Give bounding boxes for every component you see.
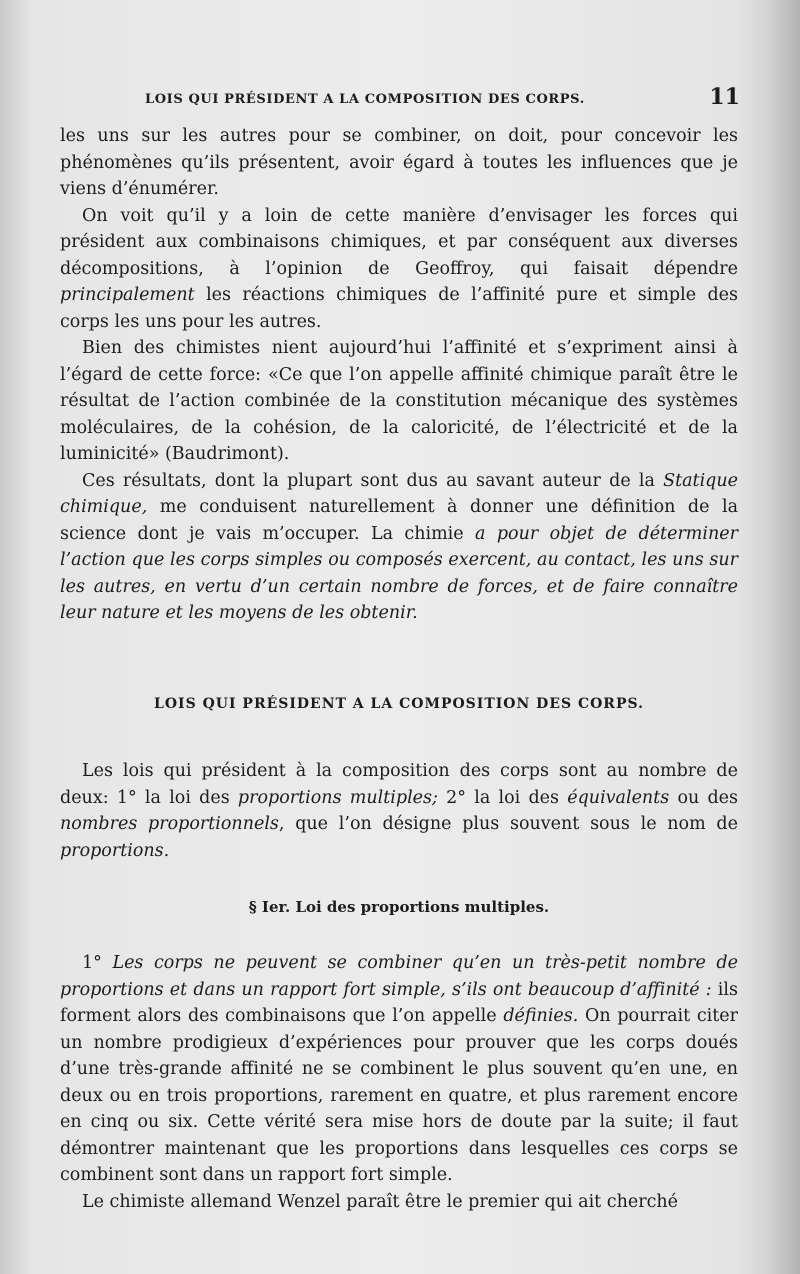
paragraph-continuation: les uns sur les autres pour se combiner, on doit, pour concevoir les phénomènes qu’ils présentent, avoir égard à toutes les influences que je viens d’énumérer. [60, 126, 738, 199]
paragraph-geoffroy: On voit qu’il y a loin de cette manière d’envisager les forces qui président aux combinaisons chimiques, et par conséquent aux diverses décompositions, à l’opinion de Geoffroy, qui faisait dépendre principalement les réactions chimiques de l’affinité pure et simple des corps les uns pour les autres. [60, 205, 738, 332]
paragraph-laws: Les lois qui président à la composition des corps sont au nombre de deux: 1° la loi des proportions multiples; 2° la loi des équivalents ou des nombres proportionnels, que l’on désigne plus souvent sous le nom de proportions. [60, 761, 739, 861]
subsection-title: § Ier. Loi des proportions multiples. [248, 898, 550, 916]
paragraph-definition: Ces résultats, dont la plupart sont dus au savant auteur de la Statique chimique, me conduisent naturellement à donner une définition de la science dont je vais m’occuper. La chimie a pour objet de déterminer l’action que les corps simples ou composés exercent, au contact, les uns sur les autres, en vertu d’un certain nombre de forces, et de faire connaître leur nature et les moyens de les obtenir. [60, 470, 738, 623]
paragraph-wenzel: Le chimiste allemand Wenzel paraît être le premier qui ait cherché [82, 1191, 678, 1212]
page-number: 11 [709, 84, 740, 110]
section-intro [60, 758, 738, 864]
running-title: LOIS QUI PRÉSIDENT A LA COMPOSITION DES CORPS. [145, 92, 585, 107]
paragraph-baudrimont: Bien des chimistes nient aujourd’hui l’affinité et s’expriment ainsi à l’égard de cette force: «Ce que l’on appelle affinité chimique paraît être le résultat de l’action combinée de la constitution mécanique des systèmes moléculaires, de la cohésion, de la caloricité, de l’électricité et de la luminicité» (Baudrimont). [60, 338, 738, 464]
section-title: LOIS QUI PRÉSIDENT A LA COMPOSITION DES CORPS. [154, 696, 644, 712]
paragraph-law-one: 1° Les corps ne peuvent se combiner qu’en un très-petit nombre de proportions et dans un rapport fort simple, s’ils ont beaucoup d’affinité : ils forment alors des combinaisons que l’on appelle définies. On pourrait citer un nombre prodigieux d’expériences pour prouver que les corps doués d’une très-grande affinité ne se combinent le plus souvent qu’en une, en deux ou en trois proportions, rarement en quatre, et plus rarement encore en cinq ou six. Cette vérité sera mise hors de doute par la suite; il faut démontrer maintenant que les proportions dans lesquelles ces corps se combinent sont dans un rapport fort simple. [60, 953, 738, 1185]
page-header [60, 84, 740, 118]
body-text [60, 123, 738, 627]
subsection-text [60, 950, 738, 1215]
